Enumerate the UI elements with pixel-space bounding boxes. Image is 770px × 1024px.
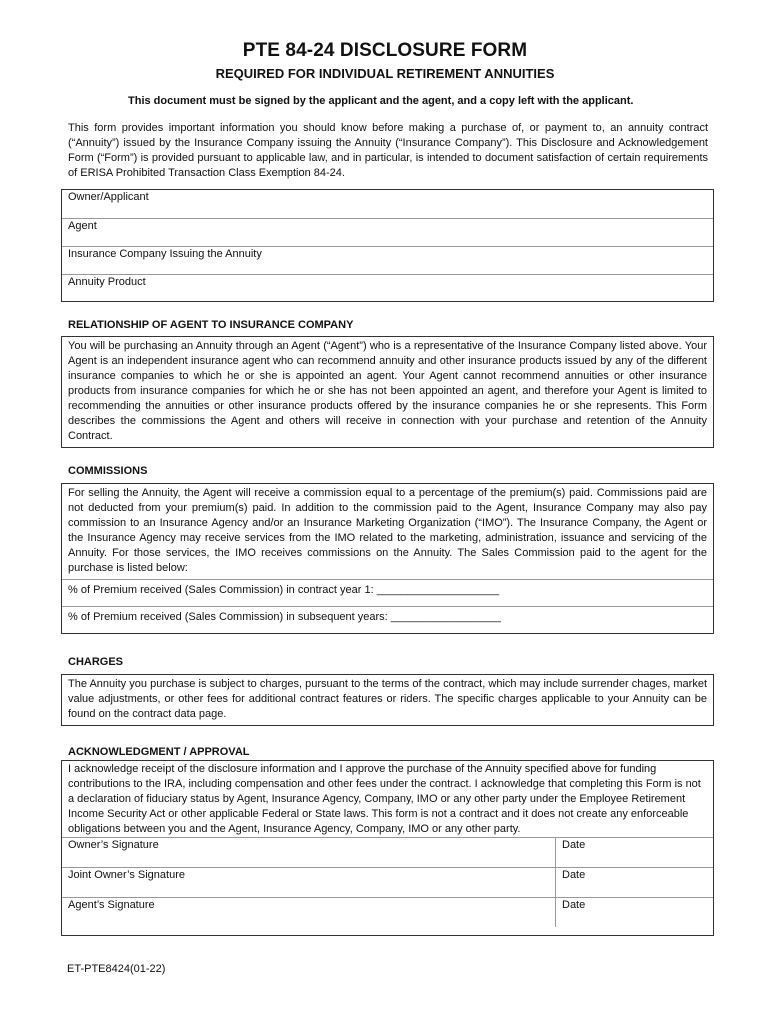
owner-signature-label: Owner’s Signature — [68, 839, 159, 851]
commission-subsequent-field[interactable]: % of Premium received (Sales Commission) in subsequent years: __________________ — [62, 606, 713, 633]
acknowledgment-box — [61, 760, 714, 936]
agent-date-field[interactable] — [556, 898, 714, 928]
owner-applicant-label: Owner/Applicant — [68, 191, 149, 203]
agent-date-label: Date — [562, 899, 586, 911]
charges-box — [61, 674, 714, 726]
signature-table — [62, 837, 713, 927]
form-title: PTE 84-24 DISCLOSURE FORM — [242, 40, 528, 61]
annuity-product-field[interactable] — [62, 274, 713, 302]
insurance-company-label: Insurance Company Issuing the Annuity — [68, 248, 262, 260]
signing-notice: This document must be signed by the applicant and the agent, and a copy left with the applicant. — [128, 95, 634, 107]
intro-paragraph: This form provides important information you should know before making a purchase of, or payment to, an annuity contract (“Annuity”) issued by the Insurance Company issuing the Annuity (“Insurance Company”). This Disclosure and Acknowledgement Form (“Form”) is provided pursuant to applicable law, and in particular, is intended to document satisfaction of certain requirements of ERISA Prohibited Transaction Class Exemption 84-24. — [68, 122, 708, 179]
relationship-box — [61, 336, 714, 448]
relationship-text: You will be purchasing an Annuity through an Agent (“Agent”) who is a representative of the Insurance Company listed above. Your Agent is an independent insurance agent who can recommend annuity and other insurance products issued by any of the different insurance companies to which he or she is appointed an agent. Your Agent cannot recommend annuities or other insurance products from insurance companies for which he or she has not been appointed an agent, and therefore your Agent is limited to recommending the annuities or other insurance products offered by the insurance companies he or she represents. This Form describes the commissions the Agent and others will receive in connection with your purchase and retention of the Annuity Contract. — [68, 340, 707, 442]
joint-owner-date-label: Date — [562, 869, 586, 881]
commissions-box — [61, 483, 714, 634]
owner-applicant-field[interactable] — [62, 190, 713, 218]
insurance-company-field[interactable] — [62, 246, 713, 274]
owner-signature-field[interactable] — [62, 838, 556, 868]
form-subtitle: REQUIRED FOR INDIVIDUAL RETIREMENT ANNUITIES — [215, 66, 555, 81]
joint-owner-signature-field[interactable] — [62, 868, 556, 898]
commissions-heading: COMMISSIONS — [68, 465, 148, 477]
form-code: ET-PTE8424(01-22) — [67, 963, 166, 975]
commission-year1-field[interactable]: % of Premium received (Sales Commission) in contract year 1: ____________________ — [62, 579, 713, 606]
joint-owner-date-field[interactable] — [556, 868, 714, 898]
relationship-heading: RELATIONSHIP OF AGENT TO INSURANCE COMPANY — [68, 319, 354, 331]
agent-field[interactable] — [62, 218, 713, 246]
owner-date-field[interactable] — [556, 838, 714, 868]
acknowledgment-text: I acknowledge receipt of the disclosure information and I approve the purchase of the Annuity specified above for funding contributions to the IRA, including compensation and other fees under the contract. I acknowledge that completing this Form is not a declaration of fiduciary status by Agent, Insurance Agency, Company, IMO or any other party under the Employee Retirement Income Security Act or other applicable Federal or State laws. This form is not a contract and it does not create any enforceable obligations between you and the Agent, Insurance Agency, Company, IMO or any other party. — [68, 763, 701, 835]
acknowledgment-heading: ACKNOWLEDGMENT / APPROVAL — [68, 746, 250, 758]
charges-text: The Annuity you purchase is subject to charges, pursuant to the terms of the contract, which may include surrender chages, market value adjustments, or other fees for additional contract features or riders. The specific charges applicable to your Annuity can be found on the contract data page. — [68, 678, 707, 720]
info-fields-box — [61, 189, 714, 302]
agent-signature-label: Agent’s Signature — [68, 899, 155, 911]
charges-heading: CHARGES — [68, 656, 124, 668]
joint-owner-signature-label: Joint Owner’s Signature — [68, 869, 185, 881]
annuity-product-label: Annuity Product — [68, 276, 146, 288]
commissions-text: For selling the Annuity, the Agent will receive a commission equal to a percentage of the premium(s) paid. Commissions paid are not deducted from your premium(s) paid. In addition to the commission paid to the Agent, Insurance Company may also pay commission to an Insurance Agency and/or an Insurance Marketing Organization (“IMO”). The Insurance Company, the Agent or the Insurance Agency may receive services from the IMO related to the marketing, administration, issuance and servicing of the Annuity. For those services, the IMO receives commissions on the Annuity. The Sales Commission paid to the agent for the purchase is listed below: — [68, 487, 707, 574]
agent-signature-field[interactable] — [62, 898, 556, 928]
agent-label: Agent — [68, 220, 97, 232]
owner-date-label: Date — [562, 839, 586, 851]
